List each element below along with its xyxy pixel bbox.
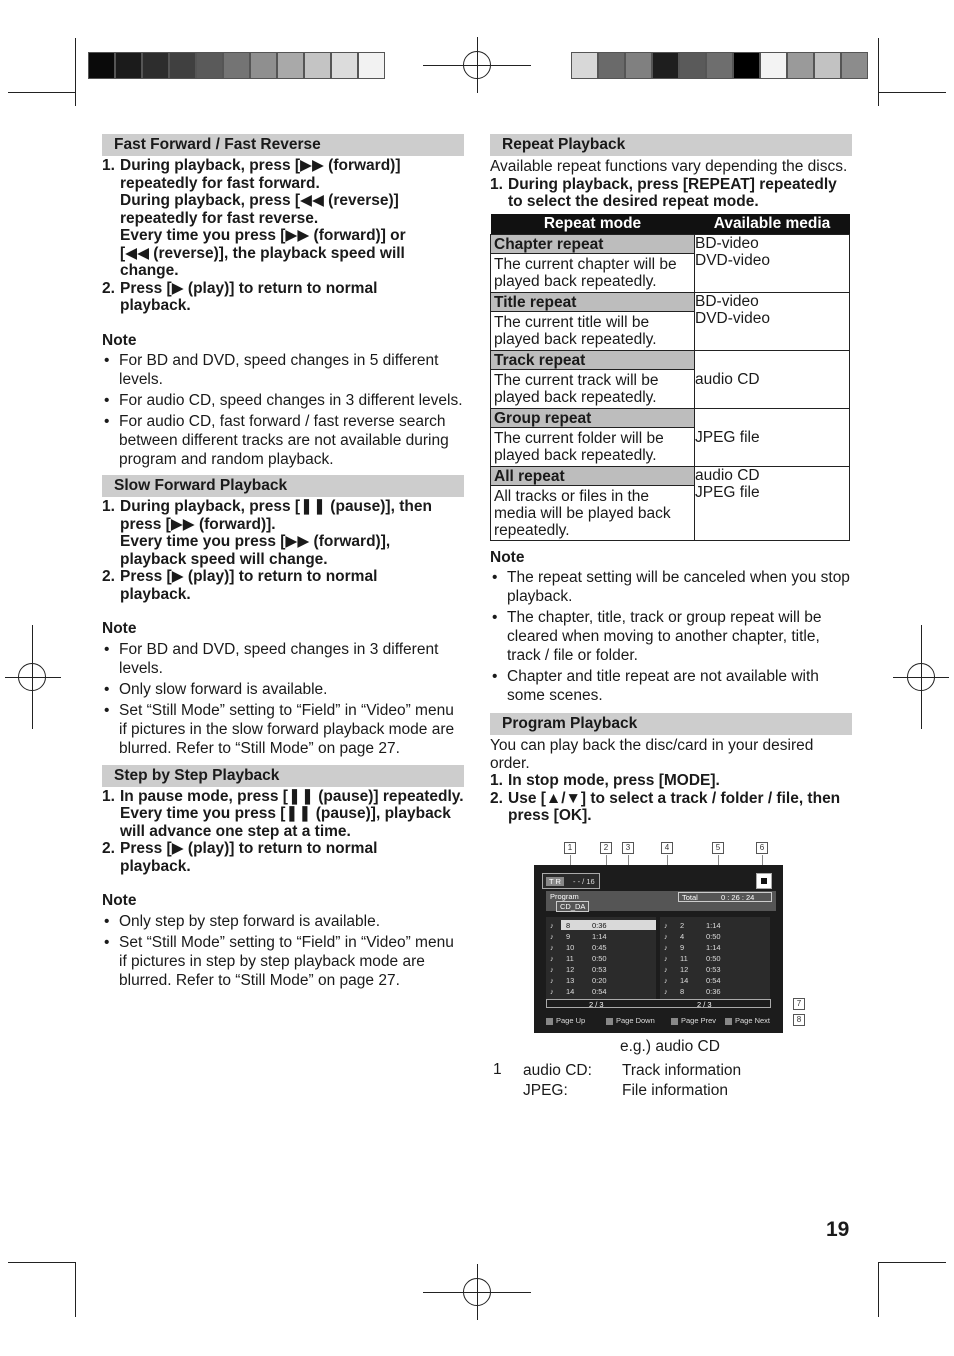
crop-mark [878,38,879,106]
step-line: During playback, press [REPEAT] repeatedly [508,175,837,193]
step-line: playback. [120,297,191,314]
sf-steps [102,498,464,603]
crop-mark [8,92,76,93]
repeat-mode-desc: The current title will be played back repeatedly. [494,313,657,348]
track-row[interactable] [660,987,770,997]
step-line: Every time you press [❚❚ (pause)], playback [120,805,451,822]
track-number: 11 [680,954,688,963]
callout-6: 6 [756,842,768,854]
color-swatch [142,52,169,79]
crop-mark [878,92,946,93]
section-heading-repeat-playback: Repeat Playback [490,134,852,156]
color-swatch [277,52,304,79]
section-heading-fast-forward: Fast Forward / Fast Reverse [102,134,464,156]
repeat-media: BD-video DVD-video [695,234,850,292]
track-time: 0:50 [592,954,607,963]
section-heading-program-playback: Program Playback [490,713,852,735]
note-item: • For audio CD, fast forward / fast reverse search between different tracks are not available during program and random playback. [102,412,464,469]
page-down-button[interactable]: Page Down [606,1016,655,1025]
page-indicator-right: 2 / 3 [697,1000,712,1009]
track-time: 1:14 [706,921,721,930]
music-note-icon: ♪ [664,921,668,930]
step-line: repeatedly for fast reverse. [120,209,319,227]
note-heading: Note [102,620,137,637]
track-time: 1:14 [706,943,721,952]
repeat-intro: Available repeat functions vary depending the discs. [490,158,848,175]
track-time: 0:20 [592,976,607,985]
page-number: 19 [826,1218,850,1241]
section-heading-slow-forward: Slow Forward Playback [102,475,464,497]
track-time: 0:45 [592,943,607,952]
step-line: During playback, press [▶▶ (forward)] [120,157,401,174]
track-time: 0:54 [706,976,721,985]
color-swatch [250,52,277,79]
music-note-icon: ♪ [664,954,668,963]
callout-3: 3 [622,842,634,854]
repeat-mode-desc: All tracks or files in the media will be played back repeatedly. [494,487,671,539]
crop-mark [75,38,76,106]
step-line: playback speed will change. [120,550,328,568]
page-prev-button[interactable]: Page Prev [671,1016,716,1025]
color-swatch [841,52,868,79]
track-row[interactable] [660,932,770,942]
track-time: 0:36 [592,921,607,930]
program-header-bar [546,891,776,911]
color-swatch [115,52,142,79]
ss-step-2: 2. Press [▶ (play)] to return to normal playback. [102,840,464,875]
track-row[interactable] [546,921,656,931]
track-number: 10 [566,943,575,952]
color-swatch [679,52,706,79]
tr-value: - - / 16 [573,877,595,886]
color-swatch [733,52,760,79]
track-row[interactable] [660,921,770,931]
table-row [491,234,850,292]
track-number: 13 [566,976,575,985]
note-heading: Note [102,331,137,349]
total-label: Total [682,893,698,902]
program-step-1: 1. In stop mode, press [MODE]. [490,772,852,790]
table-header-media: Available media [695,214,850,235]
repeat-mode-name: Track repeat [491,351,694,370]
repeat-mode-name: Title repeat [491,293,694,312]
track-list-left [546,917,656,999]
crop-mark [878,1262,879,1317]
left-column [102,134,464,992]
track-number: 12 [566,965,575,974]
step-line: playback. [120,857,191,875]
repeat-mode-name: Chapter repeat [491,235,694,254]
step-line: press [▶▶ (forward)]. [120,515,276,533]
step-line: During playback, press [◀◀ (reverse)] [120,192,399,209]
color-swatch [304,52,331,79]
page-next-button[interactable]: Page Next [725,1016,770,1025]
track-number: 9 [680,943,685,952]
color-swatch [358,52,385,79]
color-swatch [196,52,223,79]
note-item: • For audio CD, speed changes in 3 different levels. [102,391,464,410]
track-time: 0:53 [592,965,607,974]
track-time: 0:50 [706,954,721,963]
ff-step-2: 2. Press [▶ (play)] to return to normal playback. [102,280,464,315]
step-line: Every time you press [▶▶ (forward)] or [120,227,406,244]
step-line: During playback, press [❚❚ (pause)], then [120,498,432,515]
step-line: Press [▶ (play)] to return to normal [120,279,378,297]
music-note-icon: ♪ [664,976,668,985]
step-line: Press [▶ (play)] to return to normal [120,568,378,585]
table-row [491,466,850,540]
page-indicator-left: 2 / 3 [589,1000,604,1009]
repeat-media: audio CD [695,350,850,408]
section-heading-step-by-step: Step by Step Playback [102,765,464,787]
legend-labels: audio CD: JPEG: [523,1062,592,1099]
repeat-mode-table [490,214,850,541]
repeat-notes [490,568,852,705]
note-item: • Only step by step forward is available. [102,912,464,931]
track-row[interactable] [546,943,656,953]
color-swatch [652,52,679,79]
legend-number: 1 [493,1061,502,1078]
color-swatch [571,52,598,79]
note-item: • The chapter, title, track or group repeat will be cleared when moving to another chapter, title, track / file or folder. [490,608,852,665]
track-number: 4 [680,932,685,941]
table-row [491,408,850,466]
program-screen-figure [530,840,810,1040]
note-item: • Set “Still Mode” setting to “Field” in “Video” menu if pictures in the slow forward playback mode are blurred. Refer to “Still Mode” on page 27. [102,701,464,758]
track-row[interactable] [546,987,656,997]
track-number: 8 [566,921,571,930]
repeat-mode-desc: The current track will be played back repeatedly. [494,371,659,406]
sf-step-2: 2. Press [▶ (play)] to return to normal playback. [102,568,464,603]
track-row[interactable] [660,976,770,986]
repeat-step-1: 1. During playback, press [REPEAT] repeatedly to select the desired repeat mode. [490,176,852,211]
track-time: 0:53 [706,965,721,974]
crop-mark [8,1262,76,1263]
total-time: 0 : 26 : 24 [721,893,755,902]
ff-step-1: 1. During playback, press [▶▶ (forward)] repeatedly for fast forward. During playback, press [◀◀ (reverse)] repeatedly for fast reverse. Every time you press [▶▶ (forward)] or [◀◀ (reverse)], the playback speed will change. [102,157,464,280]
ff-steps [102,157,464,315]
ss-steps [102,788,464,876]
track-row[interactable] [546,965,656,975]
track-time: 1:14 [592,932,607,941]
step-line: playback. [120,585,191,603]
color-swatch [814,52,841,79]
page-up-button[interactable]: Page Up [546,1016,585,1025]
legend-values: Track information File information [622,1062,742,1099]
callout-4: 4 [661,842,673,854]
step-line: Use [▲/▼] to select a track / folder / file, then [508,789,841,807]
music-note-icon: ♪ [664,932,668,941]
track-list-right [660,917,770,999]
repeat-mode-name: Group repeat [491,409,694,428]
note-item: • Chapter and title repeat are not available with some scenes. [490,667,852,705]
note-item: • Only slow forward is available. [102,680,464,699]
track-time: 0:36 [706,987,721,996]
repeat-mode-name: All repeat [491,467,694,486]
step-line: In stop mode, press [MODE]. [508,772,720,789]
sf-notes [102,640,464,758]
music-note-icon: ♪ [664,943,668,952]
track-number: 8 [680,987,685,996]
color-swatch [331,52,358,79]
track-number: 14 [680,976,689,985]
tr-label: T R [546,877,564,886]
note-item: • The repeat setting will be canceled when you stop playback. [490,568,852,606]
callout-8: 8 [793,1014,805,1026]
color-swatch [760,52,787,79]
ss-step-1: 1. In pause mode, press [❚❚ (pause)] repeatedly. Every time you press [❚❚ (pause)], playback will advance one step at a time. [102,787,464,840]
music-note-icon: ♪ [664,987,668,996]
program-intro: You can play back the disc/card in your desired order. [490,737,814,772]
music-note-icon: ♪ [550,976,554,985]
track-row[interactable] [660,954,770,964]
table-header-row [491,214,850,235]
track-row[interactable] [660,965,770,975]
step-line: [◀◀ (reverse)], the playback speed will [120,244,405,262]
program-label: Program [550,892,579,901]
program-step-2: 2. Use [▲/▼] to select a track / folder / file, then press [OK]. [490,790,852,825]
step-line: Press [▶ (play)] to return to normal [120,840,378,857]
color-swatch [169,52,196,79]
table-row [491,292,850,350]
track-number: 9 [566,932,571,941]
track-row[interactable] [546,976,656,986]
table-header-mode: Repeat mode [491,214,695,235]
ff-notes [102,351,464,469]
sf-step-1: 1. During playback, press [❚❚ (pause)], then press [▶▶ (forward)]. Every time you press [▶▶ (forward)], playback speed will change. [102,498,464,568]
music-note-icon: ♪ [550,943,554,952]
color-swatch [88,52,115,79]
step-line: repeatedly for fast forward. [120,174,320,192]
track-number: 2 [680,921,685,930]
table-row [491,350,850,408]
step-line: change. [120,262,179,279]
osd-screen [534,865,783,1033]
track-row[interactable] [660,943,770,953]
music-note-icon: ♪ [664,965,668,974]
track-row[interactable] [546,932,656,942]
track-number: 12 [680,965,689,974]
repeat-media: JPEG file [695,408,850,466]
music-note-icon: ♪ [550,921,554,930]
note-item: • Set “Still Mode” setting to “Field” in “Video” menu if pictures in step by step playback mode are blurred. Refer to “Still Mode” on page 27. [102,933,464,990]
color-swatch [787,52,814,79]
repeat-media: BD-video DVD-video [695,292,850,350]
track-number: 14 [566,987,575,996]
music-note-icon: ♪ [550,987,554,996]
callout-5: 5 [712,842,724,854]
step-line: to select the desired repeat mode. [508,193,759,210]
track-time: 0:54 [592,987,607,996]
color-swatch [625,52,652,79]
track-info-box [542,873,600,889]
repeat-mode-desc: The current chapter will be played back repeatedly. [494,255,677,290]
callout-2: 2 [600,842,612,854]
callout-7: 7 [793,998,805,1010]
stop-icon [756,873,772,889]
right-column [490,134,852,825]
repeat-mode-desc: The current folder will be played back repeatedly. [494,429,664,464]
track-time: 0:50 [706,932,721,941]
step-line: In pause mode, press [❚❚ (pause)] repeatedly. [120,787,464,805]
note-heading: Note [102,892,137,909]
color-swatch [706,52,733,79]
step-line: Every time you press [▶▶ (forward)], [120,533,391,550]
crop-mark [75,1262,76,1317]
figure-caption: e.g.) audio CD [620,1038,720,1055]
music-note-icon: ♪ [550,932,554,941]
callout-1: 1 [564,842,576,854]
repeat-media: audio CD JPEG file [695,466,850,540]
page-indicator-bar [546,999,771,1008]
track-row[interactable] [546,954,656,964]
music-note-icon: ♪ [550,954,554,963]
color-swatch [223,52,250,79]
note-item: • For BD and DVD, speed changes in 5 different levels. [102,351,464,389]
osd-button-bar [544,1015,774,1027]
step-line: will advance one step at a time. [120,822,351,840]
disc-label: CD_DA [556,901,589,912]
crop-mark [878,1262,946,1263]
music-note-icon: ♪ [550,965,554,974]
ss-notes [102,912,464,990]
color-swatch [598,52,625,79]
note-heading: Note [490,548,525,566]
track-number: 11 [566,954,574,963]
step-line: press [OK]. [508,807,592,824]
note-item: • For BD and DVD, speed changes in 3 different levels. [102,640,464,678]
